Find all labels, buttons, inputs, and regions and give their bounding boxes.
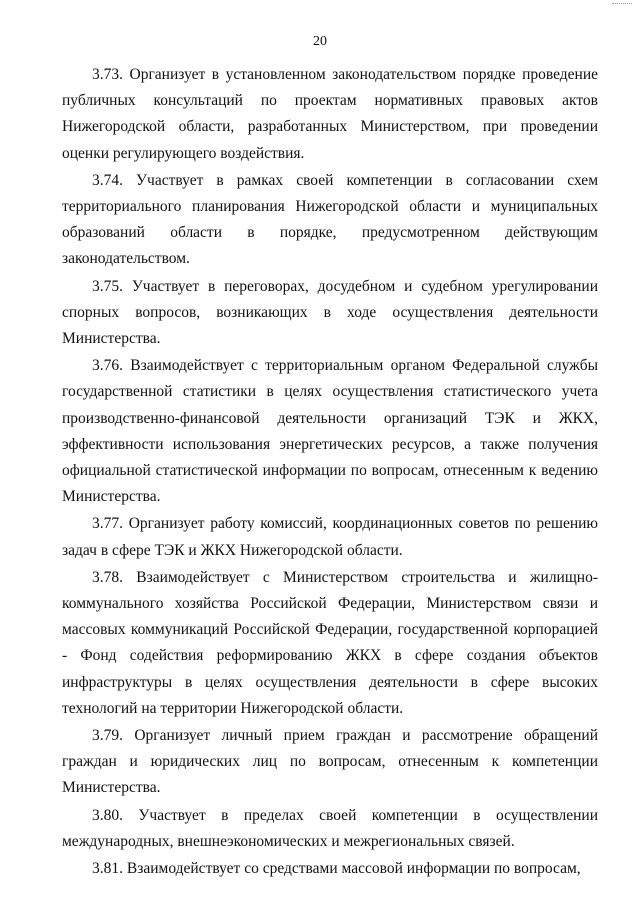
paragraph-3-77: 3.77. Организует работу комиссий, координационных советов по решению задач в сфере ТЭК и ЖКХ Нижегородской области. [62, 515, 598, 559]
paragraph-3-73: 3.73. Организует в установленном законодательством порядке проведение публичных консультаций по проектам нормативных правовых актов Нижегородской области, разработанных Министерством, при проведении оценки регулирующего воздействия. [62, 66, 598, 162]
paragraph-3-74: 3.74. Участвует в рамках своей компетенции в согласовании схем территориального планирования Нижегородской области и муниципальных образований области в порядке, предусмотренном действующим законодательством. [62, 171, 598, 268]
paragraph-3-78: 3.78. Взаимодействует с Министерством строительства и жилищно-коммунального хозяйства Российской Федерации, Министерством связи и массовых коммуникаций Российской Федерации, государственной корпорацией - Фонд содействия реформированию ЖКХ в сфере создания объектов инфраструктуры в целях осуществления деятельности в сфере высоких технологий на территории Нижегородской области. [62, 568, 598, 717]
paragraph-3-80: 3.80. Участвует в пределах своей компетенции в осуществлении международных, внешнеэкономических и межрегиональных связей. [62, 806, 598, 850]
paragraph-3-81: 3.81. Взаимодействует со средствами массовой информации по вопросам, [92, 860, 581, 878]
page-number: 20 [313, 34, 327, 49]
paragraph-3-75: 3.75. Участвует в переговорах, досудебном и судебном урегулировании спорных вопросов, возникающих в ходе осуществления деятельности Министерства. [62, 277, 598, 348]
paragraph-3-76: 3.76. Взаимодействует с территориальным органом Федеральной службы государственной статистики в целях осуществления статистического учета производственно-финансовой деятельности организаций ТЭК и ЖКХ, эффективности использования энергетических ресурсов, а также получения официальной статистической информации по вопросам, отнесенным к ведению Министерства. [62, 357, 598, 506]
document-body [62, 62, 598, 883]
paragraph-3-79: 3.79. Организует личный прием граждан и рассмотрение обращений граждан и юридических лиц по вопросам, отнесенным к компетенции Министерства. [62, 727, 598, 797]
scan-corner-mark [612, 0, 632, 4]
